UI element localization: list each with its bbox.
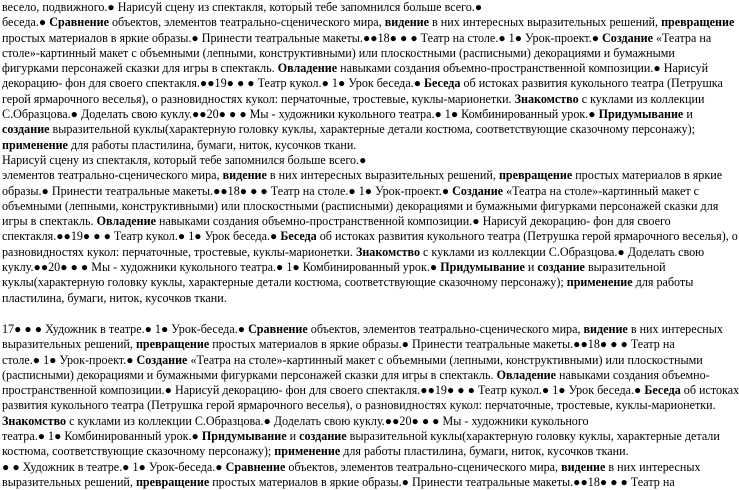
text-run: и [286, 429, 300, 444]
text-line [2, 398, 716, 413]
bold-term: превращение [498, 168, 573, 183]
text-run: и [683, 107, 693, 122]
text-line [2, 244, 705, 260]
bold-term: Овладение [96, 214, 156, 229]
text-line [2, 291, 702, 306]
text-line [2, 61, 709, 76]
text-line [2, 229, 738, 244]
text-run: столе»-картинный макет с объемными (лепными, конструктивными) или плоскостными (расписными) декорациями и бумажными [2, 45, 675, 60]
text-run: герой ярмарочного веселья), о разновидностях кукол: перчаточные, тростевые, куклы-марионетки. [2, 91, 515, 106]
text-block [2, 321, 739, 490]
text-line [2, 260, 702, 275]
bold-term: Придумывание [440, 260, 525, 275]
text-run: в них интересных выразительных решений, [266, 168, 499, 183]
text-run: беседа.● [2, 15, 50, 30]
text-line [2, 168, 723, 183]
bold-term: превращение [135, 337, 210, 352]
bold-term: видение [583, 321, 628, 336]
text-run: «Театра на столе»-картинный макет с объемными (лепными, конструктивными) или плоскостными [187, 352, 703, 367]
bold-term: создание [299, 429, 347, 444]
bold-term: создание [2, 122, 50, 137]
text-line [2, 107, 702, 122]
bold-term: Создание [602, 30, 653, 45]
text-run: пластилина, бумаги, ниток, кусочков ткани. [2, 290, 227, 305]
paragraph-gap [2, 306, 702, 322]
text-run: навыками создания объемно-пространственной композиции.● Нарисуй [337, 61, 709, 76]
text-line [2, 15, 735, 30]
bold-term: Сравнение [248, 321, 308, 336]
text-run: с куклами из коллекции [578, 91, 705, 106]
bold-term: Знакомство [355, 244, 421, 259]
bold-term: Придумывание [201, 429, 287, 444]
text-run: выразительной куклы(характерную головку куклы, характерные детали [346, 429, 720, 444]
text-line [2, 46, 702, 61]
text-run: игры в спектакль. [2, 214, 97, 229]
text-run: простых материалов в яркие образы.● Принести театральные макеты.●●18● ● ● Театр на [209, 474, 675, 489]
bold-term: Сравнение [225, 459, 286, 474]
text-run: для работы [632, 275, 694, 290]
text-run: (расписными) декорациями и бумажными фигурками персонажей сказки для игры в спектакль. [2, 367, 497, 382]
bold-term: Беседа [280, 229, 317, 244]
text-line [2, 367, 710, 383]
text-run: в них интересных [627, 321, 723, 336]
text-run: объектов, элементов театрально-сценического мира, [108, 15, 385, 30]
text-line [2, 0, 702, 15]
text-line [2, 475, 702, 490]
text-run: выразительных решений, [2, 337, 136, 352]
text-run: костюма, соответствующие сказочному персонажу); [2, 444, 275, 459]
text-block [2, 0, 738, 306]
bold-term: превращение [135, 474, 210, 489]
text-run: для работы пластилина, бумаги, ниток, кусочков ткани. [340, 444, 629, 459]
text-line [2, 460, 702, 475]
text-line [2, 214, 702, 229]
bold-term: применение [274, 444, 341, 459]
text-line [2, 444, 702, 459]
text-run: «Театра на [652, 30, 712, 45]
bold-term: Создание [452, 183, 504, 198]
text-line [2, 184, 702, 199]
text-run: разновидностях кукол: перчаточные, тростевые, куклы-марионетки. [2, 244, 356, 259]
text-run: простых материалов в яркие [572, 168, 723, 183]
text-run: Нарисуй сцену из спектакля, который тебе запомнился больше всего.● [2, 152, 367, 167]
text-line [2, 138, 702, 153]
text-run: выразительных решений, [2, 474, 136, 489]
text-run: фигурками персонажей сказки для игры в спектакль. [2, 61, 278, 76]
text-run: простых материалов в яркие образы.● Принести театральные макеты.●●18● ● ● Театр на столе.● 1● Урок-проект.● [2, 30, 603, 45]
text-line [2, 383, 739, 398]
bold-term: Беседа [424, 76, 461, 91]
bold-term: применение [566, 275, 633, 290]
text-run: выразительной куклы(характерную головку куклы, характерные детали костюма, соответствующие сказочному персонажу); [49, 122, 695, 137]
bold-term: Создание [136, 352, 188, 367]
text-run: «Театра на столе»-картинный макет с [503, 183, 700, 198]
text-run: С.Образцова.● Доделать свою куклу.●●20● ● ● Мы - художники кукольного театра.● 1● Комбинированный урок.● [2, 107, 599, 122]
text-run: весело, подвижного.● Нарисуй сцену из спектакля, который тебе запомнился больше всего.● [2, 0, 483, 14]
text-run: элементов театрально-сценического мира, [2, 168, 223, 183]
text-run: образы.● Принести театральные макеты.●●18● ● ● Театр на столе.● 1● Урок-проект.● [2, 183, 453, 198]
text-run: куклу.●●20● ● ● Мы - художники кукольного театра.● 1● Комбинированный урок.● [2, 260, 441, 275]
text-run: декорацию- фон для своего спектакля.●●19● ● ● Театр кукол.● 1● Урок беседа.● [2, 76, 425, 91]
text-run: куклы(характерную головку куклы, характерные детали костюма, соответствующие сказочному персонажу); [2, 275, 567, 290]
text-line [2, 321, 723, 337]
bold-term: видение [561, 459, 606, 474]
text-run: объектов, элементов театрально-сценического мира, [307, 321, 584, 336]
text-run: об истоках [680, 383, 739, 398]
text-run: с куклами из коллекции С.Образцова.● Доделать свою куклу.●●20● ● ● Мы - художники кукольного [66, 413, 589, 428]
text-run: выразительной [584, 260, 666, 275]
text-line [2, 429, 720, 444]
text-line [2, 122, 702, 137]
text-run: навыками создания объемно-пространственной композиции.● Нарисуй декорацию- фон для своего [155, 214, 671, 229]
bold-term: Овладение [277, 61, 338, 76]
text-run: в них интересных [605, 459, 701, 474]
text-run: театра.● 1● Комбинированный урок.● [2, 429, 202, 444]
bold-term: превращение [661, 15, 735, 30]
text-run: для работы пластилина, бумаги, ниток, кусочков ткани. [67, 137, 357, 152]
bold-term: Беседа [644, 383, 681, 398]
text-run: об истоках развития кукольного театра (Петрушка [460, 76, 723, 91]
text-run: в них интересных выразительных решений, [429, 15, 662, 30]
bold-term: Сравнение [49, 15, 109, 30]
text-run: ● ● Художник в театре.● 1● Урок-беседа.● [2, 459, 226, 474]
bold-term: Придумывание [598, 107, 684, 122]
text-line [2, 91, 705, 107]
text-line [2, 198, 719, 214]
text-line [2, 353, 702, 368]
text-run: с куклами из коллекции С.Образцова.● Доделать свою [420, 244, 705, 259]
bold-term: Знакомство [2, 413, 67, 428]
bold-term: применение [2, 137, 68, 152]
text-run: объемными (лепными, конструктивными) или плоскостными (расписными) декорациями и бумажными фигурками персонажей сказки для [2, 198, 719, 213]
bold-term: видение [384, 15, 430, 30]
text-run: развития кукольного театра (Петрушка герой ярмарочного веселья), о разновидностях кукол: перчаточные, тростевые, куклы-марионетки. [2, 398, 716, 413]
text-line [2, 414, 702, 429]
text-run: спектакля.●●19● ● ● Театр кукол.● 1● Урок беседа.● [2, 229, 281, 244]
text-run: 17● ● ● Художник в театре.● 1● Урок-беседа.● [2, 321, 249, 336]
text-line [2, 30, 712, 46]
text-line [2, 337, 702, 352]
text-run: простых материалов в яркие образы.● Принести театральные макеты.●●18● ● ● Театр на [209, 337, 675, 352]
bold-term: Овладение [496, 367, 556, 382]
text-run: столе.● 1● Урок-проект.● [2, 352, 137, 367]
text-line [2, 76, 723, 91]
text-run: пространственной композиции.● Нарисуй декорацию- фон для своего спектакля.●●19● ● ● Театр кукол.● 1● Урок беседа.● [2, 383, 645, 398]
bold-term: видение [222, 168, 267, 183]
bold-term: создание [537, 260, 585, 275]
text-run: объектов, элементов театрально-сценического мира, [285, 459, 562, 474]
text-run: навыками создания объемно- [556, 367, 710, 382]
text-line [2, 153, 702, 168]
text-run: об истоках развития кукольного театра (Петрушка герой ярмарочного веселья), о [316, 229, 738, 244]
text-run: и [524, 260, 538, 275]
bold-term: Знакомство [514, 91, 579, 106]
text-line [2, 275, 702, 290]
